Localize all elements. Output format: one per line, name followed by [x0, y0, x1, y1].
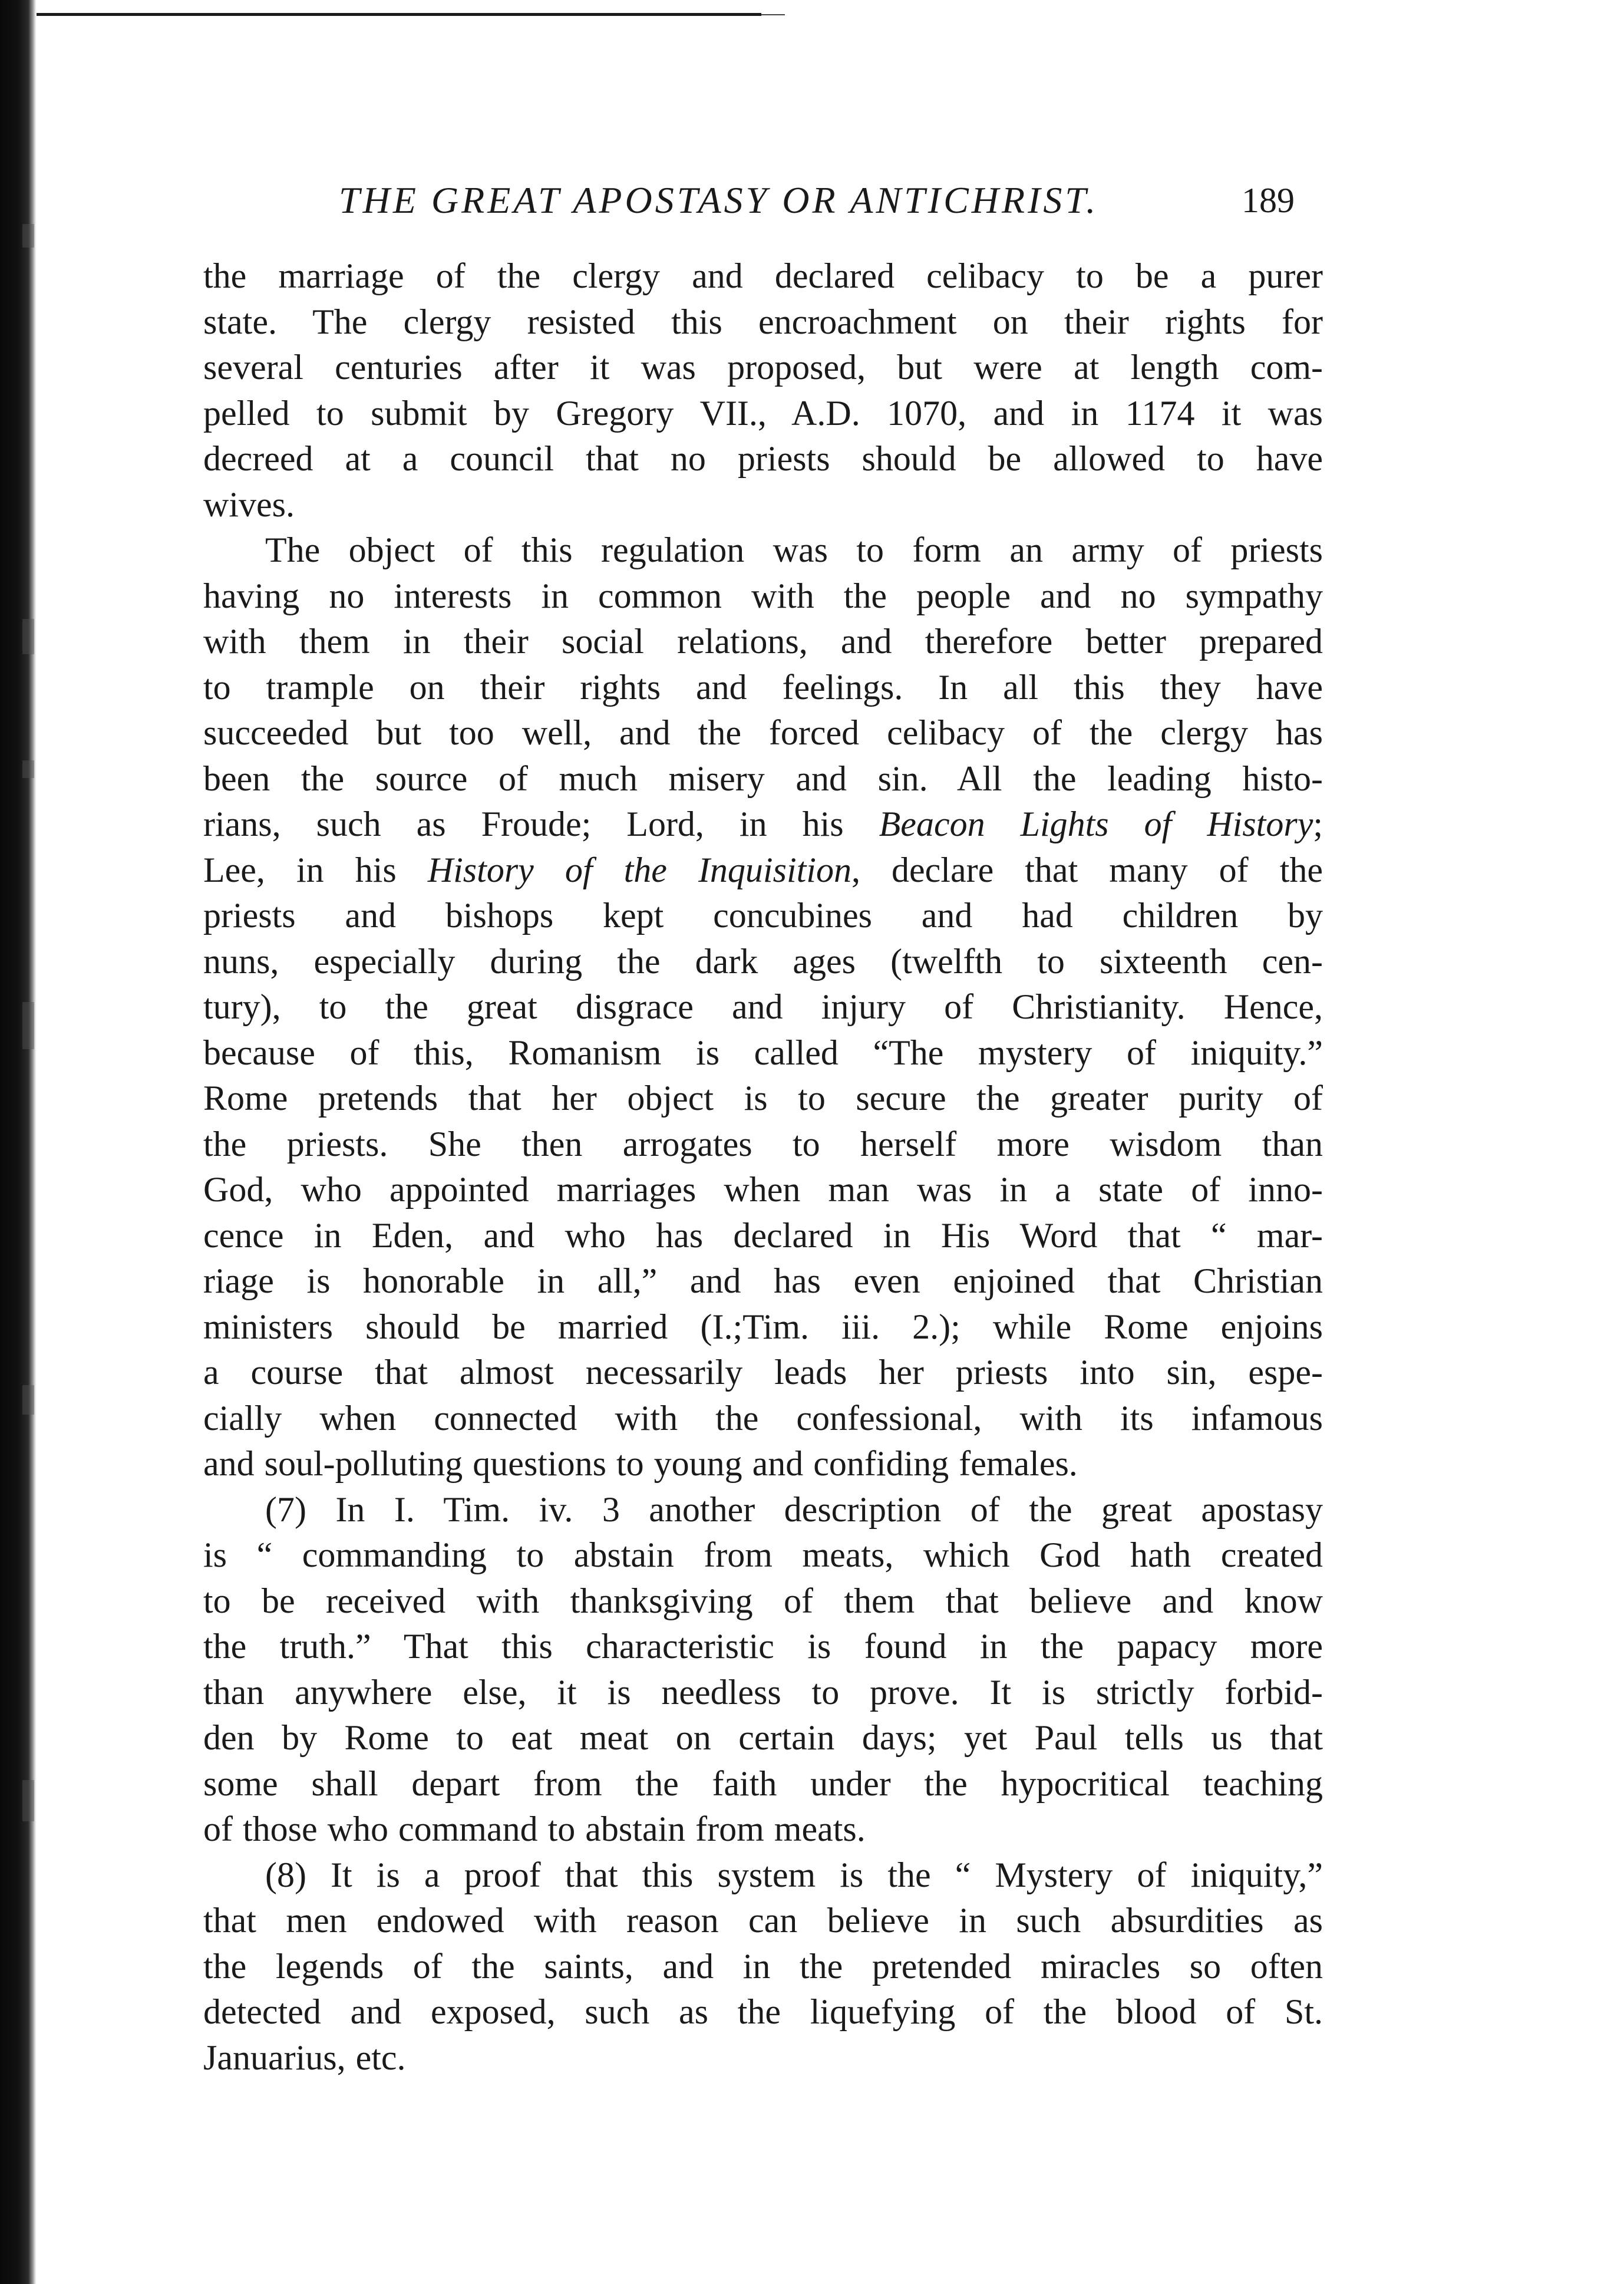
running-head — [203, 171, 1323, 230]
line-segment: rians, such as Froude; Lord, in his — [203, 805, 879, 843]
text-line: of those who command to abstain from meats. — [203, 1810, 866, 1848]
page-number: 189 — [1242, 181, 1295, 220]
running-head-title: THE GREAT APOSTASY OR ANTICHRIST. — [339, 179, 1099, 221]
text-line: Rome pretends that her object is to secure the greater purity of — [203, 1079, 1323, 1118]
text-line: with them in their social relations, and therefore better prepared — [203, 622, 1323, 661]
scan-speck — [22, 1780, 34, 1821]
line-segment: , declare that many of the — [851, 850, 1323, 889]
text-line: tury), to the great disgrace and injury of Christianity. Hence, — [203, 987, 1323, 1026]
book-page — [203, 171, 1323, 2216]
text-line: the legends of the saints, and in the pretended miracles so often — [203, 1946, 1323, 1986]
text-line: a course that almost necessarily leads her priests into sin, espe- — [203, 1353, 1323, 1392]
text-line: God, who appointed marriages when man was in a state of inno- — [203, 1170, 1323, 1209]
text-line: nuns, especially during the dark ages (twelfth to sixteenth cen- — [203, 941, 1323, 981]
text-line: having no interests in common with the people and no sympathy — [203, 576, 1323, 615]
text-line: (8) It is a proof that this system is the “ Mystery of iniquity,” — [265, 1855, 1323, 1894]
text-line: cially when connected with the confessional, with its infamous — [203, 1398, 1323, 1438]
text-line: succeeded but too well, and the forced celibacy of the clergy has — [203, 713, 1323, 752]
text-line: been the source of much misery and sin. All the leading histo- — [203, 759, 1323, 798]
scan-speck — [22, 224, 34, 248]
scan-speck — [22, 1385, 34, 1415]
text-line: the priests. She then arrogates to herself more wisdom than — [203, 1124, 1323, 1164]
text-line: priests and bishops kept concubines and had children by — [203, 896, 1323, 935]
top-rule-tail — [761, 14, 785, 15]
line-segment: Lee, in his — [203, 850, 428, 889]
text-line: riage is honorable in all,” and has even enjoined that Christian — [203, 1261, 1323, 1300]
text-line — [203, 802, 1323, 848]
text-line: pelled to submit by Gregory VII., A.D. 1070, and in 1174 it was — [203, 393, 1323, 433]
text-line: The object of this regulation was to form an army of priests — [265, 530, 1323, 569]
text-line: decreed at a council that no priests should be allowed to have — [203, 439, 1323, 478]
text-line: the marriage of the clergy and declared celibacy to be a purer — [203, 256, 1323, 295]
text-line: to trample on their rights and feelings. In all this they have — [203, 667, 1323, 707]
text-line: wives. — [203, 485, 295, 524]
top-rule — [37, 13, 761, 16]
scan-speck — [22, 760, 34, 778]
line-segment: ; — [1313, 805, 1323, 843]
text-line: several centuries after it was proposed, but were at length com- — [203, 348, 1323, 387]
text-line: the truth.” That this characteristic is found in the papacy more — [203, 1627, 1323, 1666]
text-line: (7) In I. Tim. iv. 3 another description of the great apostasy — [265, 1489, 1323, 1529]
text-line: that men endowed with reason can believe in such absurdities as — [203, 1901, 1323, 1940]
text-line: Januarius, etc. — [203, 2038, 406, 2077]
text-line: den by Rome to eat meat on certain days; yet Paul tells us that — [203, 1718, 1323, 1757]
book-title: Beacon Lights of History — [879, 805, 1313, 843]
body-text — [203, 253, 1323, 2081]
text-line: is “ commanding to abstain from meats, which God hath created — [203, 1535, 1323, 1574]
text-line: to be received with thanksgiving of them that believe and know — [203, 1581, 1323, 1620]
scan-speck — [22, 1002, 34, 1049]
text-line: detected and exposed, such as the liquefying of the blood of St. — [203, 1992, 1323, 2031]
text-line: because of this, Romanism is called “The mystery of iniquity.” — [203, 1033, 1323, 1072]
text-line: than anywhere else, it is needless to prove. It is strictly forbid- — [203, 1672, 1323, 1712]
text-line: ministers should be married (I.;Tim. iii. 2.); while Rome enjoins — [203, 1307, 1323, 1346]
text-line: cence in Eden, and who has declared in His Word that “ mar- — [203, 1215, 1323, 1255]
scan-speck — [22, 619, 34, 654]
book-title: History of the Inquisition — [427, 850, 851, 889]
text-line: state. The clergy resisted this encroachment on their rights for — [203, 302, 1323, 341]
text-line: some shall depart from the faith under the hypocritical teaching — [203, 1764, 1323, 1803]
binding-edge — [0, 0, 37, 2284]
text-line: and soul-polluting questions to young and confiding females. — [203, 1444, 1078, 1483]
text-line — [203, 848, 1323, 894]
